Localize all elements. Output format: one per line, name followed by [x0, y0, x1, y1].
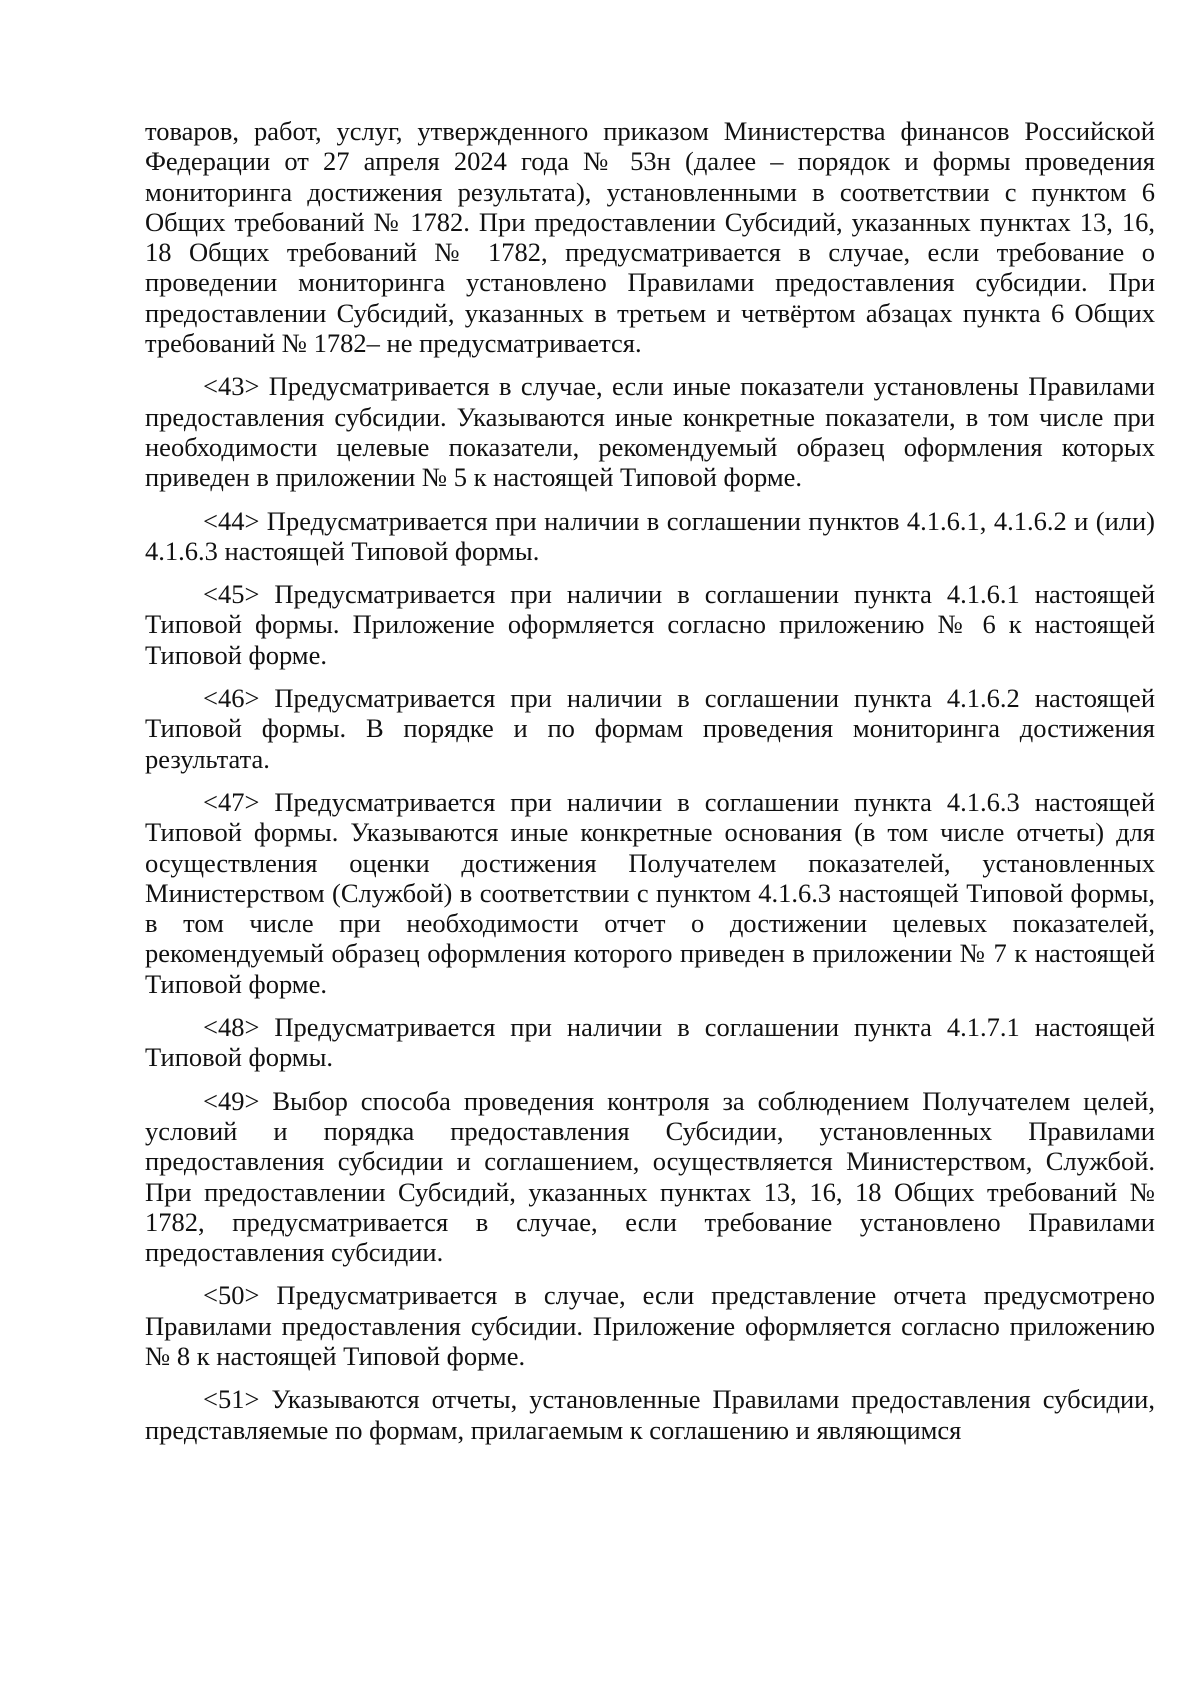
- footnote-45: <45> Предусматривается при наличии в соглашении пункта 4.1.6.1 настоящей Типовой формы. Приложение оформляется согласно приложению № 6 к настоящей Типовой форме.: [145, 579, 1155, 670]
- paragraph-continuation: товаров, работ, услуг, утвержденного приказом Министерства финансов Российской Федерации от 27 апреля 2024 года № 53н (далее – порядок и формы проведения мониторинга достижения результата), установленными в соответствии с пунктом 6 Общих требований № 1782. При предоставлении Субсидий, указанных пунктах 13, 16, 18 Общих требований № 1782, предусматривается в случае, если требование о проведении мониторинга установлено Правилами предоставления субсидии. При предоставлении Субсидий, указанных в третьем и четвёртом абзацах пункта 6 Общих требований № 1782– не предусматривается.: [145, 116, 1155, 359]
- document-body: [145, 116, 1155, 1458]
- footnote-44: <44> Предусматривается при наличии в соглашении пунктов 4.1.6.1, 4.1.6.2 и (или) 4.1.6.3 настоящей Типовой формы.: [145, 505, 1155, 566]
- footnote-48: <48> Предусматривается при наличии в соглашении пункта 4.1.7.1 настоящей Типовой формы.: [145, 1012, 1155, 1073]
- footnote-50: <50> Предусматривается в случае, если представление отчета предусмотрено Правилами предоставления субсидии. Приложение оформляется согласно приложению № 8 к настоящей Типовой форме.: [145, 1280, 1155, 1371]
- footnote-51: <51> Указываются отчеты, установленные Правилами предоставления субсидии, представляемые по формам, прилагаемым к соглашению и являющимся: [145, 1384, 1155, 1445]
- footnote-46: <46> Предусматривается при наличии в соглашении пункта 4.1.6.2 настоящей Типовой формы. В порядке и по формам проведения мониторинга достижения результата.: [145, 683, 1155, 774]
- footnote-47: <47> Предусматривается при наличии в соглашении пункта 4.1.6.3 настоящей Типовой формы. Указываются иные конкретные основания (в том числе отчеты) для осуществления оценки достижения Получателем показателей, установленных Министерством (Службой) в соответствии с пунктом 4.1.6.3 настоящей Типовой формы, в том числе при необходимости отчет о достижении целевых показателей, рекомендуемый образец оформления которого приведен в приложении № 7 к настоящей Типовой форме.: [145, 786, 1155, 999]
- footnote-49: <49> Выбор способа проведения контроля за соблюдением Получателем целей, условий и порядка предоставления Субсидии, установленных Правилами предоставления субсидии и соглашением, осуществляется Министерством, Службой. При предоставлении Субсидий, указанных пунктах 13, 16, 18 Общих требований № 1782, предусматривается в случае, если требование установлено Правилами предоставления субсидии.: [145, 1085, 1155, 1268]
- footnote-43: <43> Предусматривается в случае, если иные показатели установлены Правилами предоставления субсидии. Указываются иные конкретные показатели, в том числе при необходимости целевые показатели, рекомендуемый образец оформления которых приведен в приложении № 5 к настоящей Типовой форме.: [145, 371, 1155, 493]
